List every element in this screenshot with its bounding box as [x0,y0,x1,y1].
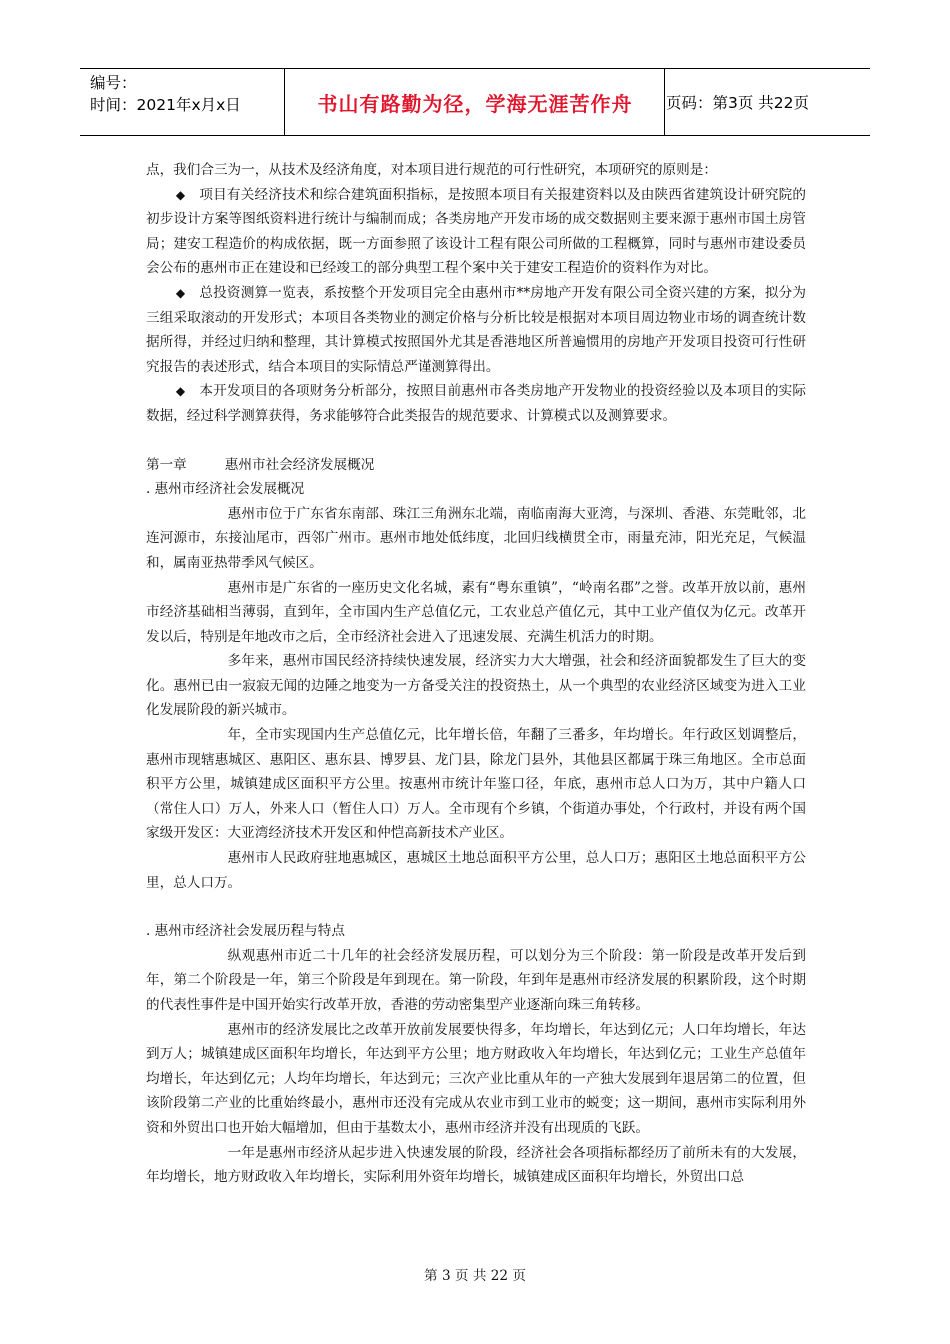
bullet-item [146,281,806,379]
header-page-info: 页码：第3页 共22页 [666,94,810,112]
chapter-number: 第一章 [146,456,187,473]
diamond-bullet-icon: ◆ [175,384,186,399]
bullet-text: 总投资测算一览表，系按整个开发项目完全由惠州市**房地产开发有限公司全资兴建的方案，拟分为三组采取滚动的开发形式；本项目各类物业的测定价格与分析比较是根据对本项目周边物业市场的调查统计数据所得，并经过归纳和整理，其计算模式按照国外尤其是香港地区所普遍惯用的房地产开发项目投资可行性研究报告的表述形式，结合本项目的实际情总严谨测算得出。 [146,284,807,375]
chapter-heading [146,453,806,478]
bullet-item [146,379,806,428]
date-label: 时间：2021年x月x日 [90,96,241,114]
bullet-item [146,183,806,281]
body-paragraph: 年，全市实现国内生产总值亿元，比年增长倍，年翻了三番多，年均增长。年行政区划调整后，惠州市现辖惠城区、惠阳区、惠东县、博罗县、龙门县，除龙门县外，其他县区都属于珠三角地区。全市总面积平方公里，城镇建成区面积平方公里。按惠州市统计年鉴口径，年底，惠州市总人口为万，其中户籍人口（常住人口）万人，外来人口（暂住人口）万人。全市现有个乡镇，个街道办事处，个行政村，并设有两个国家级开发区：大亚湾经济技术开发区和仲恺高新技术产业区。 [146,727,806,842]
body-paragraph: 惠州市的经济发展比之改革开放前发展要快得多，年均增长，年达到亿元；人口年均增长，年达到万人；城镇建成区面积年均增长，年达到平方公里；地方财政收入年均增长，年达到亿元；工业生产总值年均增长，年达到亿元；人均年均增长，年达到元；三次产业比重从年的一产独大发展到年退居第二的位置，但该阶段第二产业的比重始终最小，惠州市还没有完成从农业市到工业市的蜕变；这一期间，惠州市实际利用外资和外贸出口也开始大幅增加，但由于基数太小，惠州市经济并没有出现质的飞跃。 [146,1021,806,1136]
body-paragraph: 纵观惠州市近二十几年的社会经济发展历程，可以划分为三个阶段：第一阶段是改革开发后到年，第二个阶段是一年，第三个阶段是年到现在。第一阶段，年到年是惠州市经济发展的积累阶段，这个时期的代表性事件是中国开始实行改革开放，香港的劳动密集型产业逐渐向珠三角转移。 [146,947,806,1013]
body-paragraph: 惠州市人民政府驻地惠城区，惠城区土地总面积平方公里，总人口万；惠阳区土地总面积平方公里，总人口万。 [146,850,806,891]
section-heading: . 惠州市经济社会发展历程与特点 [146,923,345,940]
number-label: 编号： [90,74,137,92]
bullet-text: 本开发项目的各项财务分析部分，按照目前惠州市各类房地产开发物业的投资经验以及本项目的实际数据，经过科学测算获得，务求能够符合此类报告的规范要求、计算模式以及测算要求。 [146,383,807,424]
body-paragraph: 多年来，惠州市国民经济持续快速发展，经济实力大大增强，社会和经济面貌都发生了巨大的变化。惠州已由一寂寂无闻的边陲之地变为一方备受关注的投资热土，从一个典型的农业经济区域变为进入工业化发展阶段的新兴城市。 [146,653,806,719]
diamond-bullet-icon: ◆ [175,187,186,202]
section-heading: . 惠州市经济社会发展概况 [146,481,305,498]
header-divider-left [284,69,285,135]
body-paragraph: 惠州市是广东省的一座历史文化名城，素有“粤东重镇”，“岭南名郡”之誉。改革开放以前，惠州市经济基础相当薄弱，直到年，全市国内生产总值亿元，工农业总产值亿元，其中工业产值仅为亿元。改革开发以后，特别是年地改市之后，全市经济社会进入了迅速发展、充满生机活力的时期。 [146,579,806,645]
diamond-bullet-icon: ◆ [175,285,186,300]
intro-paragraph: 点，我们合三为一，从技术及经济角度，对本项目进行规范的可行性研究，本项研究的原则是： [146,162,717,178]
document-body [146,158,806,1190]
document-header [80,68,870,136]
body-paragraph: 一年是惠州市经济从起步进入快速发展的阶段，经济社会各项指标都经历了前所未有的大发展，年均增长，地方财政收入年均增长，实际利用外资年均增长，城镇建成区面积年均增长，外贸出口总 [146,1144,806,1186]
header-meta [90,72,241,116]
bullet-text: 项目有关经济技术和综合建筑面积指标，是按照本项目有关报建资料以及由陕西省建筑设计研究院的初步设计方案等图纸资料进行统计与编制而成；各类房地产开发市场的成交数据则主要来源于惠州市国土房管局；建安工程造价的构成依据，既一方面参照了该设计工程有限公司所做的工程概算，同时与惠州市建设委员会公布的惠州市正在建设和已经竣工的部分典型工程个案中关于建安工程造价的资料作为对比。 [146,186,807,277]
body-paragraph: 惠州市位于广东省东南部、珠江三角洲东北端，南临南海大亚湾，与深圳、香港、东莞毗邻，北连河源市，东接汕尾市，西邻广州市。惠州市地处低纬度，北回归线横贯全市，雨量充沛，阳光充足，气候温和，属南亚热带季风气候区。 [146,505,806,571]
header-motto: 书山有路勤为径，学海无涯苦作舟 [317,91,633,116]
page-footer: 第 3 页 共 22 页 [424,1268,526,1284]
chapter-title: 惠州市社会经济发展概况 [224,456,375,473]
